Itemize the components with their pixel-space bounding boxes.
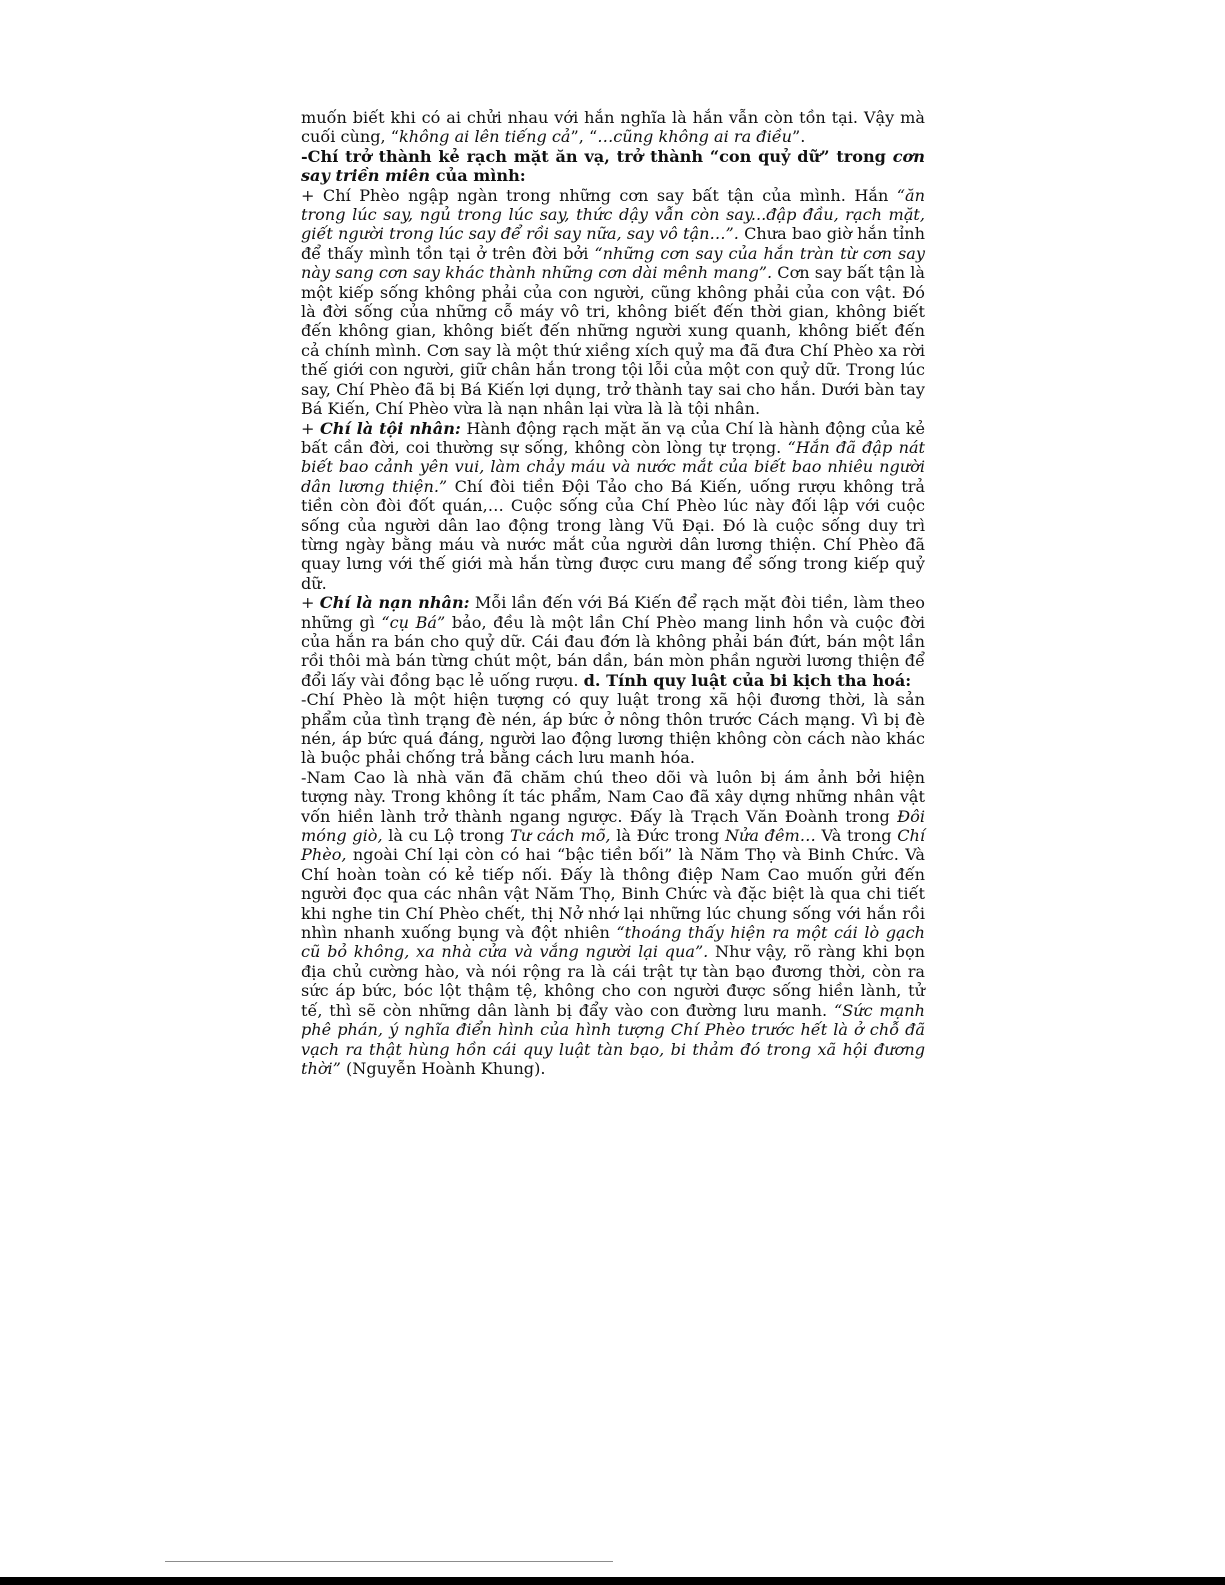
italic-title: Đôi móng giò, — [301, 806, 925, 846]
italic-title: Nửa đêm… — [724, 826, 816, 846]
text-run: ngoài Chí lại còn có hai “bậc tiền bối” là Năm Thọ và Binh Chức. Và Chí hoàn toàn có kẻ tiếp nối. Đấy là thông điệp Nam Cao muốn gửi đến người đọc qua các nhân vật Năm Thọ, Binh Chức và đặc biệt là qua chi tiết khi nghe tin Chí Phèo chết, thị Nở nhớ lại những lúc chung sống với hắn rồi nhìn nhanh xuống bụng và đột nhiên — [301, 845, 925, 943]
text-run: + Chí Phèo ngập ngàn trong những cơn say bất tận của mình. Hắn — [301, 185, 897, 205]
heading-text: của mình: — [430, 166, 526, 186]
page-bottom-edge — [0, 1577, 1225, 1585]
italic-quote: “thoáng thấy hiện ra một cái lò gạch cũ bỏ không, xa nhà cửa và vắng người lại qua”. — [301, 923, 925, 962]
italic-title: Chí Phèo, — [301, 826, 926, 865]
paragraph-3 — [301, 419, 925, 594]
italic-quote: “Sức mạnh phê phán, ý nghĩa điển hình của hình tượng Chí Phèo trước hết là ở chỗ đã vạch ra thật hùng hồn cái quy luật tàn bạo, bi thảm đó trong xã hội đương thời” — [301, 1000, 925, 1078]
document-body — [301, 108, 925, 1078]
text-run: ”, “ — [570, 127, 598, 147]
paragraph-4 — [301, 593, 925, 690]
text-run: (Nguyễn Hoành Khung). — [340, 1058, 546, 1078]
text-run: + — [301, 593, 320, 613]
footnote-separator — [165, 1561, 613, 1562]
italic-quote: “cụ Bá” — [381, 612, 446, 632]
italic-quote: “những cơn say của hắn tràn từ cơn say này sang cơn say khác thành những cơn dài mênh mang”. — [301, 243, 925, 283]
paragraph-5: -Chí Phèo là một hiện tượng có quy luật trong xã hội đương thời, là sản phẩm của tình trạng đè nén, áp bức ở nông thôn trước Cách mạng. Vì bị đè nén, áp bức quá đáng, người lao động lương thiện không còn cách nào khác là buộc phải chống trả bằng cách lưu manh hóa. — [301, 690, 925, 768]
text-run: Mỗi lần đến với Bá Kiến để rạch mặt đòi tiền, làm theo những gì — [301, 593, 925, 632]
text-run: là cu Lộ trong — [382, 826, 511, 846]
text-run: bảo, đều là một lần Chí Phèo mang linh hồn và cuộc đời của hắn ra bán cho quỷ dữ. Cái đau đớn là không phải bán đứt, bán một lần rồi thôi mà bán từng chút một, bán dần, bán mòn phần người lương thiện để đổi lấy vài đồng bạc lẻ uống rượu. — [301, 612, 926, 690]
bold-italic-label: Chí là tội nhân: — [319, 418, 461, 438]
italic-quote: …cũng không ai ra điều — [597, 127, 793, 147]
paragraph-2 — [301, 186, 925, 419]
italic-quote: “ăn trong lúc say, ngủ trong lúc say, thức dậy vẫn còn say...đập đầu, rạch mặt, giết người trong lúc say để rồi say nữa, say vô tận…”. — [301, 185, 925, 244]
text-run: Cơn say bất tận là một kiếp sống không phải của con người, cũng không phải của con vật. Đó là đời sống của những cỗ máy vô tri, không biết đến thời gian, không biết đến không gian, không biết đến những người xung quanh, không biết đến cả chính mình. Cơn say là một thứ xiềng xích quỷ ma đã đưa Chí Phèo xa rời thế giới con người, giữ chân hắn trong tội lỗi của một con quỷ dữ. Trong lúc say, Chí Phèo đã bị Bá Kiến lợi dụng, trở thành tay sai cho hắn. Dưới bàn tay Bá Kiến, Chí Phèo vừa là nạn nhân lại vừa là là tội nhân. — [301, 263, 925, 419]
text-run: Chưa bao giờ hắn tỉnh để thấy mình tồn tại ở trên đời bởi — [301, 224, 925, 263]
heading-text: -Chí trở thành kẻ rạch mặt ăn vạ, trở thành “con quỷ dữ” trong — [301, 146, 893, 166]
text-run: Như vậy, rõ ràng khi bọn địa chủ cường hào, và nói rộng ra là cái trật tự tàn bạo đương thời, còn ra sức áp bức, bóc lột thậm tệ, không cho con người được sống hiền lành, tử tế, thì sẽ còn những dân lành bị đẩy vào con đường lưu manh. — [301, 942, 925, 1020]
italic-title: Tư cách mõ, — [510, 826, 611, 846]
text-run: + — [301, 418, 320, 438]
italic-quote: “Hắn đã đập nát biết bao cảnh yên vui, làm chảy máu và nước mắt của biết bao nhiêu người dân lương thiện.” — [301, 437, 925, 496]
paragraph-1 — [301, 108, 925, 147]
section-heading — [301, 147, 925, 186]
text-run: ”. — [792, 127, 806, 147]
text-run: là Đức trong — [610, 826, 725, 846]
text-run: Và trong — [815, 826, 898, 846]
text-run: muốn biết khi có ai chửi nhau với hắn nghĩa là hắn vẫn còn tồn tại. Vậy mà cuối cùng, “ — [301, 108, 925, 147]
bold-italic-label: Chí là nạn nhân: — [319, 593, 470, 613]
italic-quote: không ai lên tiếng cả — [399, 127, 571, 147]
text-run: Chí đòi tiền Đội Tảo cho Bá Kiến, uống rượu không trả tiền còn đòi đốt quán,… Cuộc sống của Chí Phèo lúc này đối lập với cuộc sống của người dân lao động trong làng Vũ Đại. Đó là cuộc sống duy trì từng ngày bằng máu và nước mắt của người dân lương thiện. Chí Phèo đã quay lưng với thế giới mà hắn từng được cưu mang để sống trong kiếp quỷ dữ. — [301, 476, 926, 593]
paragraph-6 — [301, 768, 925, 1079]
subsection-heading: d. Tính quy luật của bi kịch tha hoá: — [583, 670, 912, 690]
heading-italic: cơn say triền miên — [301, 146, 925, 186]
text-run: -Nam Cao là nhà văn đã chăm chú theo dõi và luôn bị ám ảnh bởi hiện tượng này. Trong không ít tác phẩm, Nam Cao đã xây dựng những nhân vật vốn hiền lành trở thành ngang ngược. Đấy là Trạch Văn Đoành trong — [301, 767, 925, 826]
text-run: Hành động rạch mặt ăn vạ của Chí là hành động của kẻ bất cần đời, coi thường sự sống, không còn lòng tự trọng. — [301, 418, 925, 457]
